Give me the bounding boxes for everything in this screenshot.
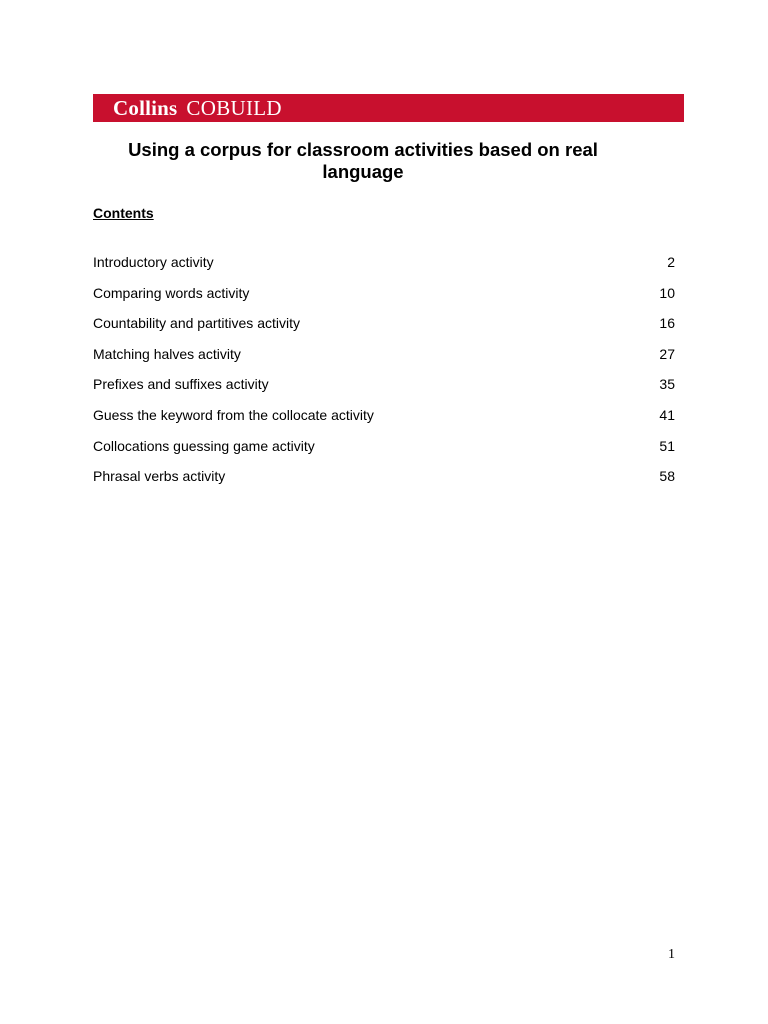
toc-entry-page: 41 [659, 406, 675, 423]
toc-entry-label: Comparing words activity [93, 284, 250, 301]
collins-cobuild-banner [93, 94, 684, 122]
toc-entry-page: 27 [659, 345, 675, 362]
document-title: Using a corpus for classroom activities based on real language [128, 139, 598, 182]
toc-entry-page: 35 [659, 376, 675, 393]
toc-entry-label: Matching halves activity [93, 345, 241, 362]
toc-entry-label: Collocations guessing game activity [93, 437, 315, 454]
toc-entry [93, 438, 675, 469]
toc-entry-label: Phrasal verbs activity [93, 468, 226, 485]
toc-entry-label: Guess the keyword from the collocate activity [93, 406, 374, 423]
toc-entry-page: 10 [659, 284, 675, 301]
toc-entry-page: 58 [659, 468, 675, 485]
toc-entry [93, 468, 675, 499]
toc-entry-page: 51 [659, 437, 675, 454]
page-number: 1 [668, 947, 675, 962]
table-of-contents [93, 254, 675, 499]
toc-entry [93, 254, 675, 285]
toc-entry [93, 315, 675, 346]
toc-entry-label: Prefixes and suffixes activity [93, 376, 269, 393]
toc-entry-page: 16 [659, 315, 675, 332]
toc-entry-label: Countability and partitives activity [93, 315, 300, 332]
brand-collins: Collins [113, 95, 178, 120]
brand-cobuild: COBUILD [186, 95, 282, 120]
toc-entry-label: Introductory activity [93, 254, 214, 270]
toc-entry [93, 346, 675, 377]
toc-entry [93, 407, 675, 438]
contents-heading: Contents [93, 205, 154, 221]
toc-entry-page: 2 [667, 254, 675, 270]
toc-entry [93, 285, 675, 316]
toc-entry [93, 376, 675, 407]
